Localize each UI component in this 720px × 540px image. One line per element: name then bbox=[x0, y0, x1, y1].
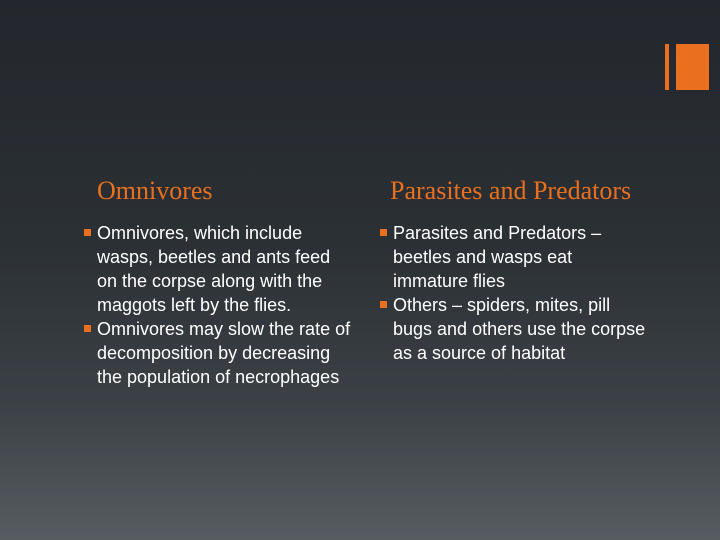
bullet-item bbox=[380, 221, 650, 293]
square-bullet-icon bbox=[380, 301, 387, 308]
omnivores-bullet-list bbox=[84, 221, 354, 389]
parasites-predators-bullet-list bbox=[380, 221, 650, 365]
bullet-text: Parasites and Predators – beetles and wasps eat immature flies bbox=[393, 223, 602, 291]
bullet-text: Omnivores may slow the rate of decomposition by decreasing the population of necrophages bbox=[97, 319, 351, 387]
accent-bar-thin bbox=[665, 44, 669, 90]
bullet-item bbox=[84, 317, 354, 389]
parasites-predators-heading: Parasites and Predators bbox=[390, 176, 632, 205]
bullet-text: Others – spiders, mites, pill bugs and others use the corpse as a source of habitat bbox=[393, 295, 646, 363]
bullet-text: Omnivores, which include wasps, beetles and ants feed on the corpse along with the maggots left by the flies. bbox=[97, 223, 331, 315]
accent-bar-thick bbox=[676, 44, 709, 90]
bullet-item bbox=[380, 293, 650, 365]
square-bullet-icon bbox=[84, 229, 91, 236]
square-bullet-icon bbox=[380, 229, 387, 236]
omnivores-heading: Omnivores bbox=[97, 176, 213, 205]
square-bullet-icon bbox=[84, 325, 91, 332]
bullet-item bbox=[84, 221, 354, 317]
